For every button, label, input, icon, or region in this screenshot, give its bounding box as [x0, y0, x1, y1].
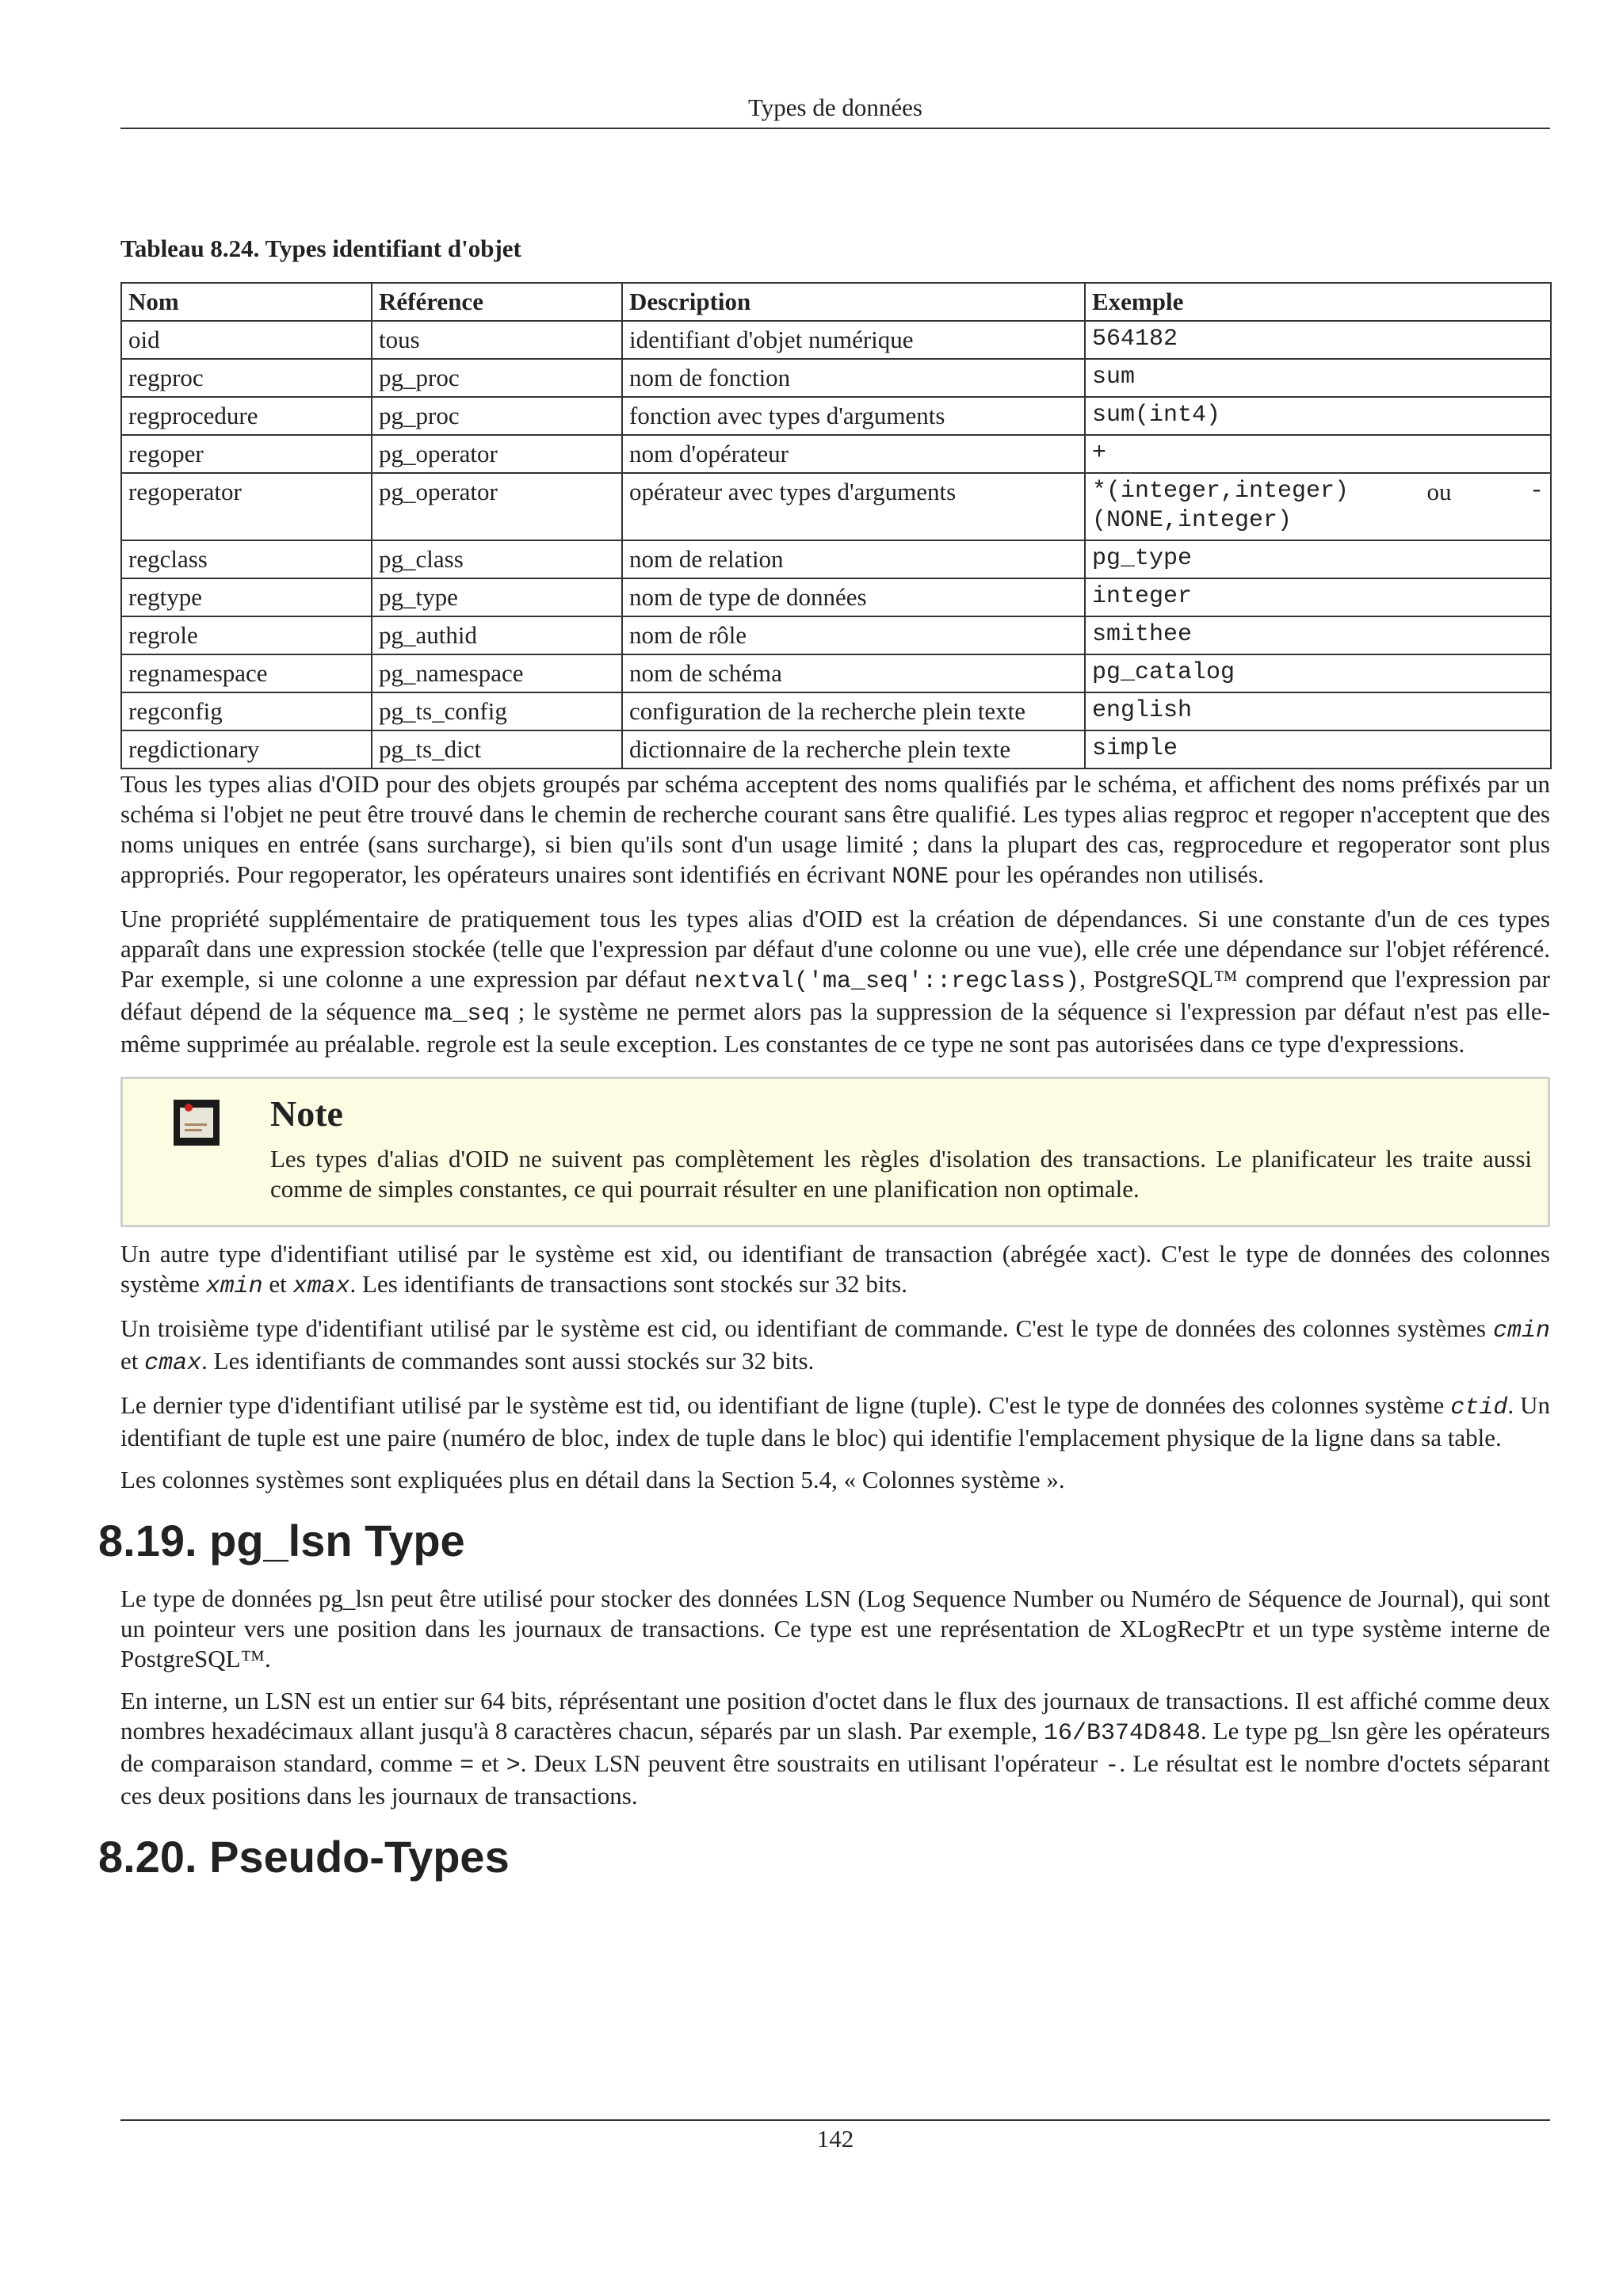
code-ma-seq: ma_seq [424, 1001, 510, 1028]
page-number: 142 [816, 2125, 854, 2153]
running-header: Types de données [748, 93, 922, 121]
section-heading-pseudo-types: 8.20. Pseudo-Types [98, 1832, 510, 1882]
cell-exemple [1085, 473, 1551, 540]
note-text: Les types d'alias d'OID ne suivent pas complètement les règles d'isolation des transactions. Le planificateur les traite aussi comme de simples constantes, ce qui pourrait résulter en une planification non optimale. [270, 1145, 1532, 1203]
table-row [121, 692, 1551, 730]
cell-reference: pg_ts_dict [372, 730, 622, 769]
paragraph-dependencies: Une propriété supplémentaire de pratiquement tous les types alias d'OID est la création de dépendances. Si une constante d'un de ces types apparaît dans une expression stockée (telle que l'expression par défaut d'une colonne ou une vue), elle crée une dépendance sur l'objet référencé. Par exemple, si une colonne a une expression par défaut nextval('ma_seq'::regclass), PostgreSQL™ comprend que l'expression par défaut dépend de la séquence ma_seq ; le système ne permet alors pas la suppression de la séquence si l'expression par défaut n'est pas elle-même supprimée au préalable. regrole est la seule exception. Les constantes de ce type ne sont pas autorisées dans ce type d'expressions. [120, 905, 1550, 1058]
cell-nom: regrole [121, 616, 372, 654]
section-heading-pg-lsn: 8.19. pg_lsn Type [98, 1516, 465, 1566]
column-header: Référence [372, 283, 622, 321]
table-row [121, 321, 1551, 359]
cell-description: identifiant d'objet numérique [622, 321, 1085, 359]
cell-description: nom de type de données [622, 578, 1085, 616]
code-xmin: xmin [205, 1273, 263, 1300]
cell-exemple: + [1085, 435, 1551, 473]
cell-exemple: pg_catalog [1085, 654, 1551, 692]
paragraph-cid: Un troisième type d'identifiant utilisé par le système est cid, ou identifiant de commande. C'est le type de données des colonnes systèmes cmin et cmax. Les identifiants de commandes sont aussi stockés sur 32 bits. [120, 1314, 1550, 1377]
cell-description: nom d'opérateur [622, 435, 1085, 473]
footer-rule [120, 2119, 1550, 2121]
paragraph-system-columns: Les colonnes systèmes sont expliquées plus en détail dans la Section 5.4, « Colonnes système ». [120, 1466, 1065, 1493]
cell-exemple: simple [1085, 730, 1551, 769]
example-dash: - [1529, 478, 1544, 505]
note-icon [174, 1100, 220, 1146]
cell-description: nom de schéma [622, 654, 1085, 692]
cell-nom: oid [121, 321, 372, 359]
table-row [121, 730, 1551, 769]
cell-description: configuration de la recherche plein texte [622, 692, 1085, 730]
code-lsn-example: 16/B374D848 [1043, 1720, 1201, 1747]
cell-reference: pg_class [372, 540, 622, 578]
cell-description: nom de rôle [622, 616, 1085, 654]
cell-reference: pg_authid [372, 616, 622, 654]
example-value-second: (NONE,integer) [1092, 507, 1293, 534]
cell-nom: regoper [121, 435, 372, 473]
code-ctid: ctid [1450, 1394, 1508, 1421]
code-xmax: xmax [292, 1273, 350, 1300]
cell-nom: regtype [121, 578, 372, 616]
cell-nom: regnamespace [121, 654, 372, 692]
cell-description: dictionnaire de la recherche plein texte [622, 730, 1085, 769]
cell-exemple: smithee [1085, 616, 1551, 654]
cell-reference: pg_type [372, 578, 622, 616]
code-equals: = [460, 1753, 475, 1779]
paragraph-pg-lsn-details: En interne, un LSN est un entier sur 64 bits, réprésentant une position d'octet dans le flux des journaux de transactions. Il est affiché comme deux nombres hexadécimaux allant jusqu'à 8 caractères chacun, séparés par un slash. Par exemple, 16/B374D848. Le type pg_lsn gère les opérateurs de comparaison standard, comme = et >. Deux LSN peuvent être soustraits en utilisant l'opérateur -. Le résultat est le nombre d'octets séparant ces deux positions dans les journaux de transactions. [120, 1687, 1550, 1810]
cell-exemple: pg_type [1085, 540, 1551, 578]
cell-description: opérateur avec types d'arguments [622, 473, 1085, 540]
cell-reference: tous [372, 321, 622, 359]
cell-nom: regoperator [121, 473, 372, 540]
cell-reference: pg_proc [372, 397, 622, 435]
code-cmax: cmax [144, 1350, 202, 1377]
table-row [121, 616, 1551, 654]
code-cmin: cmin [1492, 1318, 1550, 1344]
table-caption: Tableau 8.24. Types identifiant d'objet [120, 235, 521, 262]
cell-reference: pg_proc [372, 359, 622, 397]
cell-reference: pg_ts_config [372, 692, 622, 730]
cell-reference: pg_operator [372, 473, 622, 540]
column-header: Exemple [1085, 283, 1551, 321]
cell-exemple: sum [1085, 359, 1551, 397]
cell-reference: pg_namespace [372, 654, 622, 692]
table-row [121, 473, 1551, 540]
page-content [98, 235, 1550, 1900]
cell-nom: regprocedure [121, 397, 372, 435]
cell-exemple: 564182 [1085, 321, 1551, 359]
cell-nom: regproc [121, 359, 372, 397]
code-minus: - [1105, 1753, 1120, 1779]
paragraph-pg-lsn-intro: Le type de données pg_lsn peut être utilisé pour stocker des données LSN (Log Sequence Number ou Numéro de Séquence de Journal), qui sont un pointeur vers une position dans les journaux de transactions. Ce type est une représentation de XLogRecPtr et un type système interne de PostgreSQL™. [120, 1585, 1550, 1672]
cell-nom: regclass [121, 540, 372, 578]
paragraph-tid: Le dernier type d'identifiant utilisé par le système est tid, ou identifiant de ligne (tuple). C'est le type de données des colonnes système ctid. Un identifiant de tuple est une paire (numéro de bloc, index de tuple dans le bloc) qui identifie l'emplacement physique de la ligne dans sa table. [120, 1391, 1550, 1451]
oid-types-table [120, 282, 1552, 769]
cell-description: nom de fonction [622, 359, 1085, 397]
code-greater: > [506, 1753, 521, 1779]
column-header: Nom [121, 283, 372, 321]
table-header-row [121, 283, 1551, 321]
table-row [121, 654, 1551, 692]
header-rule [120, 128, 1550, 129]
cell-exemple: integer [1085, 578, 1551, 616]
cell-nom: regdictionary [121, 730, 372, 769]
cell-exemple: sum(int4) [1085, 397, 1551, 435]
table-row [121, 397, 1551, 435]
note-title: Note [270, 1093, 343, 1134]
code-none: NONE [892, 864, 949, 891]
code-nextval: nextval('ma_seq'::regclass) [694, 968, 1080, 995]
note-box [120, 1077, 1550, 1227]
cell-exemple: english [1085, 692, 1551, 730]
table-row [121, 359, 1551, 397]
column-header: Description [622, 283, 1085, 321]
example-or: ou [1426, 478, 1452, 505]
table-row [121, 435, 1551, 473]
cell-description: nom de relation [622, 540, 1085, 578]
cell-nom: regconfig [121, 692, 372, 730]
cell-reference: pg_operator [372, 435, 622, 473]
table-row [121, 540, 1551, 578]
paragraph-oid-alias-types: Tous les types alias d'OID pour des objets groupés par schéma acceptent des noms qualifiés par le schéma, et affichent des noms préfixés par un schéma si l'objet ne peut être trouvé dans le chemin de recherche courant sans être qualifié. Les types alias regproc et regoper n'acceptent que des noms uniques en entrée (sans surcharge), si bien qu'ils sont d'un usage limité ; dans la plupart des cas, regprocedure et regoperator sont plus appropriés. Pour regoperator, les opérateurs unaires sont identifiés en écrivant NONE pour les opérandes non utilisés. [120, 770, 1550, 891]
cell-description: fonction avec types d'arguments [622, 397, 1085, 435]
paragraph-xid: Un autre type d'identifiant utilisé par le système est xid, ou identifiant de transaction (abrégée xact). C'est le type de données des colonnes système xmin et xmax. Les identifiants de transactions sont stockés sur 32 bits. [120, 1240, 1550, 1300]
table-row [121, 578, 1551, 616]
example-value: *(integer,integer) [1092, 478, 1350, 505]
